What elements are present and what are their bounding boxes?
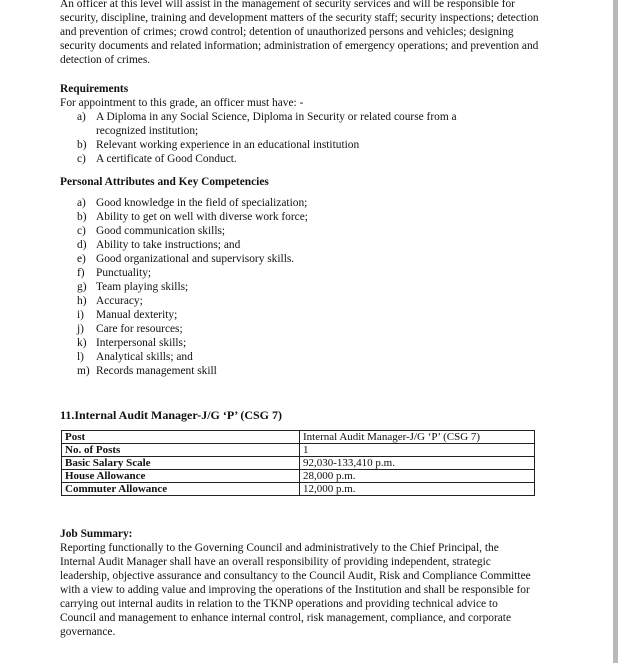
job-summary-heading: Job Summary: xyxy=(60,528,133,540)
list-text: Analytical skills; and xyxy=(96,351,193,363)
table-row xyxy=(62,457,535,470)
table-value: 12,000 p.m. xyxy=(300,483,535,496)
table-label: Commuter Allowance xyxy=(62,483,300,496)
table-value: 1 xyxy=(300,444,535,457)
list-marker: b) xyxy=(77,139,87,151)
list-text: Relevant working experience in an educational institution xyxy=(96,139,360,151)
list-item xyxy=(60,210,540,224)
list-item xyxy=(60,364,540,378)
list-text: Interpersonal skills; xyxy=(96,337,187,349)
list-text: Accuracy; xyxy=(96,295,143,307)
list-marker: g) xyxy=(77,281,87,293)
list-item xyxy=(60,336,540,350)
post-info-table xyxy=(61,430,535,496)
list-item xyxy=(60,322,540,336)
table-row xyxy=(62,470,535,483)
list-marker: i) xyxy=(77,309,84,321)
list-text: Ability to take instructions; and xyxy=(96,239,241,251)
list-marker: l) xyxy=(77,351,84,363)
table-label: No. of Posts xyxy=(62,444,300,457)
list-item xyxy=(60,138,500,152)
requirements-lead: For appointment to this grade, an officer must have: - xyxy=(60,97,304,109)
list-marker: e) xyxy=(77,253,86,265)
list-item xyxy=(60,224,540,238)
list-marker: f) xyxy=(77,267,85,279)
list-marker: b) xyxy=(77,211,87,223)
list-marker: c) xyxy=(77,225,86,237)
list-item xyxy=(60,110,500,138)
list-text: Good knowledge in the field of specialization; xyxy=(96,197,308,209)
list-text: Good communication skills; xyxy=(96,225,226,237)
table-label: House Allowance xyxy=(62,470,300,483)
requirements-list xyxy=(60,110,500,166)
list-text: Manual dexterity; xyxy=(96,309,178,321)
list-marker: m) xyxy=(77,365,90,377)
list-text: Team playing skills; xyxy=(96,281,189,293)
table-label: Post xyxy=(62,431,300,444)
list-item xyxy=(60,266,540,280)
table-value: 28,000 p.m. xyxy=(300,470,535,483)
list-marker: a) xyxy=(77,197,86,209)
list-marker: j) xyxy=(77,323,84,335)
list-item xyxy=(60,350,540,364)
list-marker: a) xyxy=(77,111,86,123)
list-text: A Diploma in any Social Science, Diploma in Security or related course from a recognized institution; xyxy=(96,111,457,137)
list-marker: h) xyxy=(77,295,87,307)
list-text: Care for resources; xyxy=(96,323,183,335)
list-text: Records management skill xyxy=(96,365,217,377)
list-item xyxy=(60,238,540,252)
list-marker: d) xyxy=(77,239,87,251)
list-text: Ability to get on well with diverse work force; xyxy=(96,211,308,223)
list-item xyxy=(60,252,540,266)
list-marker: c) xyxy=(77,153,86,165)
intro-paragraph: An officer at this level will assist in the management of security services and will be responsible for security, discipline, training and development matters of the security staff; security inspections; detection and prevention of crimes; crowd control; detention of unauthorized persons and vehicles; designing security documents and related information; administration of emergency operations; and prevention and detection of crimes. xyxy=(60,0,539,66)
list-item xyxy=(60,280,540,294)
table-row xyxy=(62,483,535,496)
list-text: Good organizational and supervisory skills. xyxy=(96,253,295,265)
attributes-heading: Personal Attributes and Key Competencies xyxy=(60,176,269,188)
list-item xyxy=(60,308,540,322)
table-value: Internal Audit Manager-J/G ‘P’ (CSG 7) xyxy=(300,431,535,444)
list-marker: k) xyxy=(77,337,87,349)
list-text: A certificate of Good Conduct. xyxy=(96,153,237,165)
job-summary-text: Reporting functionally to the Governing Council and administratively to the Chief Principal, the Internal Audit Manager shall have an overall responsibility of providing independent, strategic leadership, objective assurance and consultancy to the Council Audit, Risk and Compliance Committee with a view to adding value and improving the operations of the Institution and shall be responsible for carrying out internal audits in relation to the TKNP operations and providing technical advice to Council and management to enhance internal control, risk management, compliance, and corporate governance. xyxy=(60,542,531,638)
section-title: 11.Internal Audit Manager-J/G ‘P’ (CSG 7) xyxy=(60,408,282,422)
list-item xyxy=(60,294,540,308)
table-label: Basic Salary Scale xyxy=(62,457,300,470)
table-row xyxy=(62,431,535,444)
table-value: 92,030-133,410 p.m. xyxy=(300,457,535,470)
list-item xyxy=(60,152,500,166)
list-item xyxy=(60,196,540,210)
attributes-list xyxy=(60,196,540,378)
table-row xyxy=(62,444,535,457)
page-edge xyxy=(613,0,618,663)
list-text: Punctuality; xyxy=(96,267,152,279)
requirements-heading: Requirements xyxy=(60,83,129,95)
